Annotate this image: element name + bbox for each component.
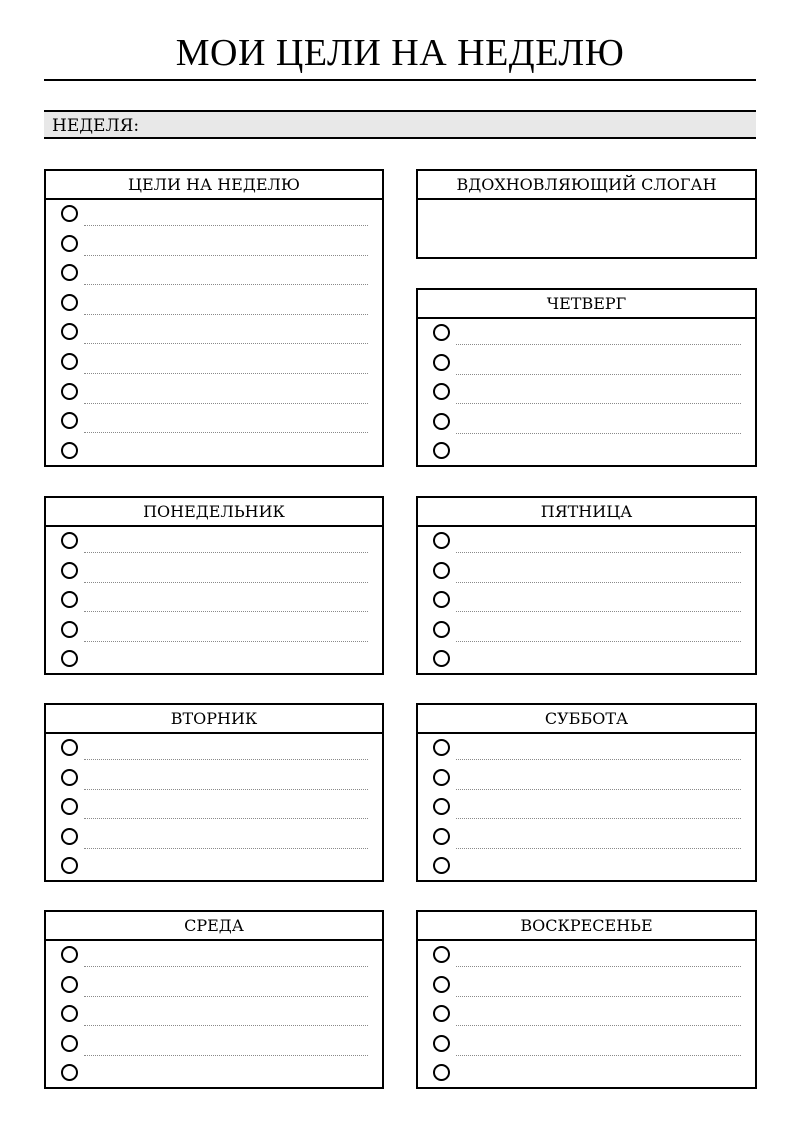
checkbox-circle[interactable] bbox=[61, 591, 78, 608]
dotted-line bbox=[456, 611, 741, 612]
checkbox-circle[interactable] bbox=[433, 383, 450, 400]
checkbox-circle[interactable] bbox=[61, 264, 78, 281]
sunday-list bbox=[418, 941, 755, 1089]
checklist-row[interactable] bbox=[46, 971, 382, 1001]
checklist-row[interactable] bbox=[46, 289, 382, 319]
checkbox-circle[interactable] bbox=[61, 353, 78, 370]
friday-list bbox=[418, 527, 755, 675]
checklist-row[interactable] bbox=[46, 259, 382, 289]
checklist-row[interactable] bbox=[46, 793, 382, 823]
dotted-line bbox=[84, 582, 368, 583]
dotted-line bbox=[456, 403, 741, 404]
checkbox-circle[interactable] bbox=[61, 976, 78, 993]
dotted-line bbox=[84, 552, 368, 553]
checklist-row[interactable] bbox=[418, 408, 755, 438]
checklist-row[interactable] bbox=[418, 1000, 755, 1030]
checkbox-circle[interactable] bbox=[61, 1064, 78, 1081]
checkbox-circle[interactable] bbox=[433, 1035, 450, 1052]
checkbox-circle[interactable] bbox=[433, 591, 450, 608]
checklist-row[interactable] bbox=[46, 941, 382, 971]
dotted-line bbox=[84, 314, 368, 315]
checkbox-circle[interactable] bbox=[433, 324, 450, 341]
checkbox-circle[interactable] bbox=[61, 1005, 78, 1022]
checkbox-circle[interactable] bbox=[61, 294, 78, 311]
checkbox-circle[interactable] bbox=[61, 946, 78, 963]
dotted-line bbox=[456, 1055, 741, 1056]
thursday-title: ЧЕТВЕРГ bbox=[418, 290, 755, 319]
checklist-row[interactable] bbox=[46, 616, 382, 646]
checklist-row[interactable] bbox=[46, 1059, 382, 1089]
sunday-section bbox=[416, 910, 757, 1089]
checklist-row[interactable] bbox=[418, 527, 755, 557]
checkbox-circle[interactable] bbox=[433, 621, 450, 638]
friday-section bbox=[416, 496, 757, 675]
monday-title: ПОНЕДЕЛЬНИК bbox=[46, 498, 382, 527]
checklist-row[interactable] bbox=[418, 586, 755, 616]
checkbox-circle[interactable] bbox=[433, 739, 450, 756]
checkbox-circle[interactable] bbox=[61, 235, 78, 252]
checklist-row[interactable] bbox=[418, 852, 755, 882]
dotted-line bbox=[84, 759, 368, 760]
checkbox-circle[interactable] bbox=[61, 383, 78, 400]
checklist-row[interactable] bbox=[46, 586, 382, 616]
dotted-line bbox=[456, 552, 741, 553]
dotted-line bbox=[456, 582, 741, 583]
checklist-row[interactable] bbox=[418, 349, 755, 379]
checkbox-circle[interactable] bbox=[61, 650, 78, 667]
checklist-row[interactable] bbox=[418, 1030, 755, 1060]
checklist-row[interactable] bbox=[46, 437, 382, 467]
checklist-row[interactable] bbox=[46, 1030, 382, 1060]
wednesday-section bbox=[44, 910, 384, 1089]
saturday-list bbox=[418, 734, 755, 882]
checkbox-circle[interactable] bbox=[433, 769, 450, 786]
checklist-row[interactable] bbox=[418, 941, 755, 971]
goals-title: ЦЕЛИ НА НЕДЕЛЮ bbox=[46, 171, 382, 200]
friday-title: ПЯТНИЦА bbox=[418, 498, 755, 527]
dotted-line bbox=[84, 996, 368, 997]
checklist-row[interactable] bbox=[46, 1000, 382, 1030]
slogan-section bbox=[416, 169, 757, 259]
checklist-row[interactable] bbox=[418, 793, 755, 823]
dotted-line bbox=[84, 432, 368, 433]
checklist-row[interactable] bbox=[46, 557, 382, 587]
checklist-row[interactable] bbox=[46, 318, 382, 348]
checkbox-circle[interactable] bbox=[61, 739, 78, 756]
checkbox-circle[interactable] bbox=[433, 354, 450, 371]
wednesday-list bbox=[46, 941, 382, 1089]
checkbox-circle[interactable] bbox=[433, 946, 450, 963]
checklist-row[interactable] bbox=[46, 734, 382, 764]
dotted-line bbox=[456, 996, 741, 997]
dotted-line bbox=[84, 611, 368, 612]
dotted-line bbox=[456, 344, 741, 345]
dotted-line bbox=[84, 284, 368, 285]
dotted-line bbox=[84, 966, 368, 967]
checkbox-circle[interactable] bbox=[61, 798, 78, 815]
checkbox-circle[interactable] bbox=[61, 323, 78, 340]
thursday-section bbox=[416, 288, 757, 467]
dotted-line bbox=[84, 255, 368, 256]
dotted-line bbox=[456, 374, 741, 375]
checklist-row[interactable] bbox=[418, 823, 755, 853]
checklist-row[interactable] bbox=[46, 645, 382, 675]
saturday-section bbox=[416, 703, 757, 882]
checkbox-circle[interactable] bbox=[433, 650, 450, 667]
goals-list bbox=[46, 200, 382, 466]
checkbox-circle[interactable] bbox=[433, 857, 450, 874]
dotted-line bbox=[84, 1055, 368, 1056]
checkbox-circle[interactable] bbox=[61, 412, 78, 429]
checklist-row[interactable] bbox=[46, 378, 382, 408]
checklist-row[interactable] bbox=[46, 527, 382, 557]
checkbox-circle[interactable] bbox=[61, 828, 78, 845]
checkbox-circle[interactable] bbox=[61, 442, 78, 459]
slogan-title: ВДОХНОВЛЯЮЩИЙ СЛОГАН bbox=[418, 171, 755, 200]
checklist-row[interactable] bbox=[418, 645, 755, 675]
checkbox-circle[interactable] bbox=[433, 1005, 450, 1022]
dotted-line bbox=[456, 966, 741, 967]
checklist-row[interactable] bbox=[418, 319, 755, 349]
checklist-row[interactable] bbox=[418, 764, 755, 794]
checklist-row[interactable] bbox=[418, 734, 755, 764]
checkbox-circle[interactable] bbox=[61, 621, 78, 638]
checklist-row[interactable] bbox=[418, 378, 755, 408]
checklist-row[interactable] bbox=[46, 764, 382, 794]
week-label: НЕДЕЛЯ: bbox=[52, 116, 140, 136]
checklist-row[interactable] bbox=[418, 557, 755, 587]
checklist-row[interactable] bbox=[46, 852, 382, 882]
checkbox-circle[interactable] bbox=[433, 532, 450, 549]
dotted-line bbox=[84, 789, 368, 790]
dotted-line bbox=[84, 641, 368, 642]
page-title: МОИ ЦЕЛИ НА НЕДЕЛЮ bbox=[175, 32, 625, 74]
week-field[interactable] bbox=[44, 110, 756, 139]
slogan-field[interactable] bbox=[418, 200, 755, 257]
checkbox-circle[interactable] bbox=[61, 1035, 78, 1052]
dotted-line bbox=[456, 818, 741, 819]
checklist-row[interactable] bbox=[418, 971, 755, 1001]
checkbox-circle[interactable] bbox=[61, 769, 78, 786]
checkbox-circle[interactable] bbox=[433, 828, 450, 845]
dotted-line bbox=[84, 225, 368, 226]
dotted-line bbox=[84, 818, 368, 819]
checklist-row[interactable] bbox=[46, 200, 382, 230]
sunday-title: ВОСКРЕСЕНЬЕ bbox=[418, 912, 755, 941]
saturday-title: СУББОТА bbox=[418, 705, 755, 734]
dotted-line bbox=[84, 343, 368, 344]
checkbox-circle[interactable] bbox=[61, 562, 78, 579]
tuesday-title: ВТОРНИК bbox=[46, 705, 382, 734]
dotted-line bbox=[456, 641, 741, 642]
checklist-row[interactable] bbox=[46, 348, 382, 378]
tuesday-section bbox=[44, 703, 384, 882]
dotted-line bbox=[456, 1025, 741, 1026]
dotted-line bbox=[456, 848, 741, 849]
checkbox-circle[interactable] bbox=[61, 857, 78, 874]
dotted-line bbox=[84, 848, 368, 849]
checklist-row[interactable] bbox=[418, 437, 755, 467]
checkbox-circle[interactable] bbox=[433, 976, 450, 993]
checklist-row[interactable] bbox=[46, 407, 382, 437]
checkbox-circle[interactable] bbox=[433, 798, 450, 815]
wednesday-title: СРЕДА bbox=[46, 912, 382, 941]
tuesday-list bbox=[46, 734, 382, 882]
checkbox-circle[interactable] bbox=[433, 562, 450, 579]
dotted-line bbox=[84, 1025, 368, 1026]
dotted-line bbox=[84, 403, 368, 404]
checkbox-circle[interactable] bbox=[433, 413, 450, 430]
checklist-row[interactable] bbox=[46, 230, 382, 260]
checkbox-circle[interactable] bbox=[433, 442, 450, 459]
monday-section bbox=[44, 496, 384, 675]
checklist-row[interactable] bbox=[418, 616, 755, 646]
checklist-row[interactable] bbox=[418, 1059, 755, 1089]
checkbox-circle[interactable] bbox=[61, 532, 78, 549]
dotted-line bbox=[84, 373, 368, 374]
dotted-line bbox=[456, 759, 741, 760]
checkbox-circle[interactable] bbox=[433, 1064, 450, 1081]
dotted-line bbox=[456, 789, 741, 790]
thursday-list bbox=[418, 319, 755, 467]
goals-section bbox=[44, 169, 384, 467]
monday-list bbox=[46, 527, 382, 675]
checklist-row[interactable] bbox=[46, 823, 382, 853]
title-divider bbox=[44, 79, 756, 81]
dotted-line bbox=[456, 433, 741, 434]
checkbox-circle[interactable] bbox=[61, 205, 78, 222]
